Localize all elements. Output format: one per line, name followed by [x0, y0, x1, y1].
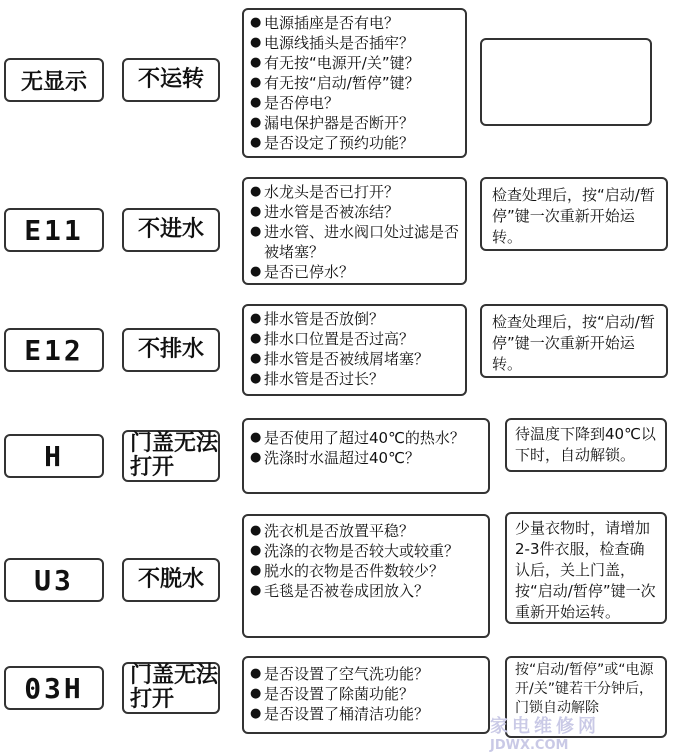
- check-list-e11: [242, 177, 467, 285]
- check-item: ● 是否已停水？: [250, 263, 355, 281]
- bullet-icon: ●: [250, 523, 262, 538]
- action-box-e12: 检查处理后，按“启动/暂停”键一次重新开始运转。: [480, 304, 668, 378]
- watermark-text: 家电维修网: [490, 716, 600, 737]
- bullet-icon: ●: [250, 15, 262, 30]
- check-list-no-display: [242, 8, 467, 158]
- check-item: ● 是否设定了预约功能？: [250, 134, 415, 152]
- bullet-icon: ●: [250, 35, 262, 50]
- bullet-icon: ●: [250, 224, 262, 239]
- bullet-icon: ●: [250, 204, 262, 219]
- check-list-03h: [242, 656, 490, 734]
- bullet-icon: ●: [250, 430, 262, 445]
- action-box-e11: 检查处理后，按“启动/暂停”键一次重新开始运转。: [480, 177, 668, 251]
- bullet-icon: ●: [250, 450, 262, 465]
- check-item: ● 进水管、进水阀口处过滤是否被堵塞？: [250, 223, 460, 261]
- bullet-icon: ●: [250, 115, 262, 130]
- status-door-locked-2: 门盖无法打开: [122, 662, 220, 714]
- watermark: [490, 712, 673, 753]
- error-code-03h: 03H: [4, 666, 104, 710]
- status-no-spin: 不脱水: [122, 558, 220, 602]
- check-item: ● 是否设置了空气洗功能？: [250, 665, 430, 683]
- status-not-running: 不运转: [122, 58, 220, 102]
- error-code-h: H: [4, 434, 104, 478]
- action-box-empty: [480, 38, 652, 126]
- check-item: ● 电源插座是否有电？: [250, 14, 400, 32]
- bullet-icon: ●: [250, 264, 262, 279]
- bullet-icon: ●: [250, 706, 262, 721]
- bullet-icon: ●: [250, 55, 262, 70]
- action-box-u3: 少量衣物时，请增加2-3件衣服，检查确认后，关上门盖，按“启动/暂停”键一次重新开始运转。: [505, 512, 667, 624]
- check-item: ● 是否使用了超过40℃的热水？: [250, 429, 465, 447]
- check-item: ● 有无按“启动/暂停”键？: [250, 74, 420, 92]
- check-item: ● 洗涤时水温超过40℃？: [250, 449, 420, 467]
- check-item: ● 洗涤的衣物是否较大或较重？: [250, 542, 460, 560]
- bullet-icon: ●: [250, 666, 262, 681]
- check-item: ● 进水管是否被冻结？: [250, 203, 400, 221]
- bullet-icon: ●: [250, 686, 262, 701]
- bullet-icon: ●: [250, 184, 262, 199]
- watermark-domain: JDWX.COM: [490, 738, 569, 753]
- check-item: ● 漏电保护器是否断开？: [250, 114, 415, 132]
- bullet-icon: ●: [250, 95, 262, 110]
- check-item: ● 洗衣机是否放置平稳？: [250, 522, 415, 540]
- check-item: ● 水龙头是否已打开？: [250, 183, 400, 201]
- bullet-icon: ●: [250, 135, 262, 150]
- status-no-water-in: 不进水: [122, 208, 220, 252]
- check-item: ● 毛毯是否被卷成团放入？: [250, 582, 430, 600]
- status-no-drain: 不排水: [122, 328, 220, 372]
- action-box-03h: 按“启动/暂停”或“电源开/关”键若干分钟后，门锁自动解除: [505, 656, 667, 738]
- error-code-u3: U3: [4, 558, 104, 602]
- error-code-e11: E11: [4, 208, 104, 252]
- check-item: ● 电源线插头是否插牢？: [250, 34, 415, 52]
- action-box-h: 待温度下降到40℃以下时，自动解锁。: [505, 418, 667, 472]
- check-item: ● 有无按“电源开/关”键？: [250, 54, 420, 72]
- bullet-icon: ●: [250, 311, 262, 326]
- check-item: ● 是否设置了桶清洁功能？: [250, 705, 430, 723]
- bullet-icon: ●: [250, 563, 262, 578]
- bullet-icon: ●: [250, 75, 262, 90]
- check-list-e12: [242, 304, 467, 396]
- bullet-icon: ●: [250, 583, 262, 598]
- check-item: ● 是否停电？: [250, 94, 340, 112]
- status-door-locked: 门盖无法打开: [122, 430, 220, 482]
- error-code-e12: E12: [4, 328, 104, 372]
- bullet-icon: ●: [250, 543, 262, 558]
- error-code-none: 无显示: [4, 58, 104, 102]
- check-list-u3: [242, 514, 490, 638]
- bullet-icon: ●: [250, 371, 262, 386]
- bullet-icon: ●: [250, 351, 262, 366]
- check-item: ● 是否设置了除菌功能？: [250, 685, 415, 703]
- bullet-icon: ●: [250, 331, 262, 346]
- check-item: ● 排水口位置是否过高？: [250, 330, 415, 348]
- check-item: ● 排水管是否被绒屑堵塞？: [250, 350, 430, 368]
- check-list-h: [242, 418, 490, 494]
- check-item: ● 排水管是否放倒？: [250, 310, 385, 328]
- check-item: ● 排水管是否过长？: [250, 370, 385, 388]
- check-item: ● 脱水的衣物是否件数较少？: [250, 562, 445, 580]
